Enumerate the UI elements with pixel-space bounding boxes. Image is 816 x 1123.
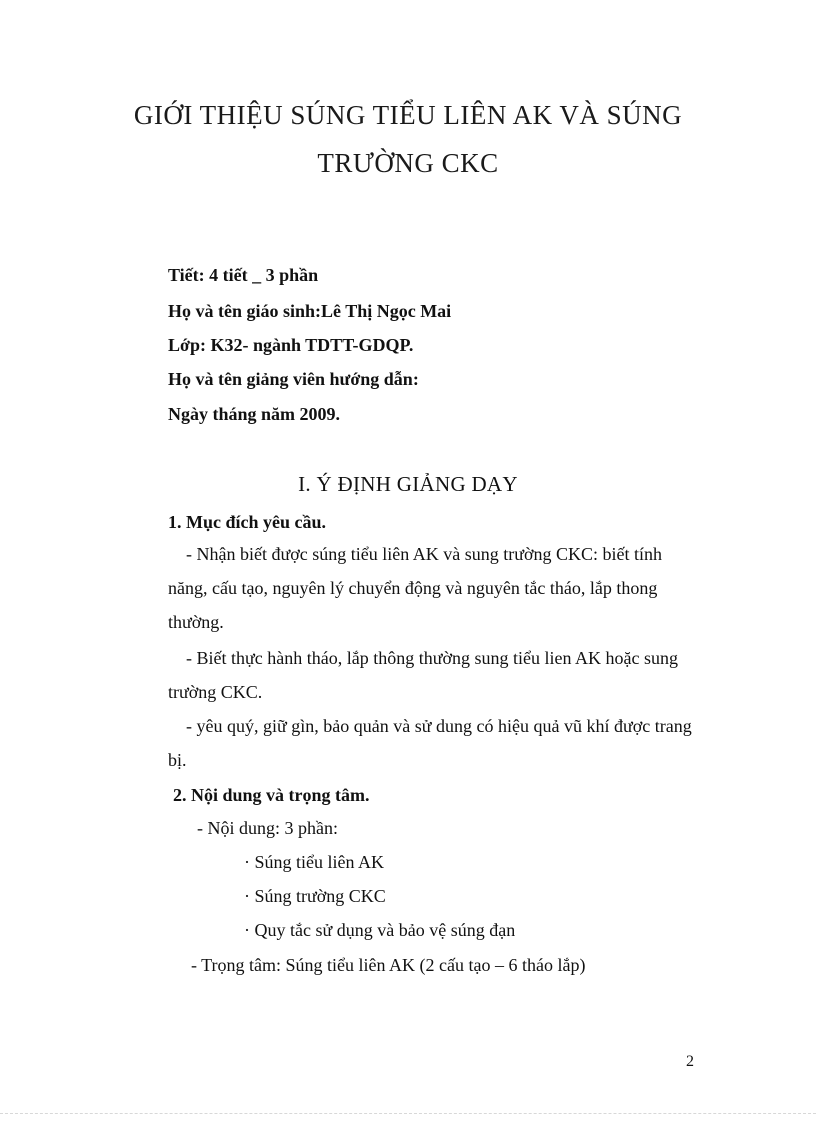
purpose-item-text: - yêu quý, giữ gìn, bảo quản và sử dung có hiệu quả vũ khí được trang bị. bbox=[168, 716, 692, 770]
section-title: I. Ý ĐỊNH GIẢNG DẠY bbox=[298, 472, 518, 496]
page-bottom-divider bbox=[0, 1113, 816, 1114]
purpose-item-text: - Nhận biết được súng tiểu liên AK và sung trường CKC: biết tính năng, cấu tạo, nguyên lý chuyển động và nguyên tắc tháo, lắp thong thường. bbox=[168, 544, 662, 632]
content-part: · Súng trường CKC bbox=[244, 886, 386, 906]
content-heading: 2. Nội dung và trọng tâm. bbox=[173, 785, 370, 805]
student-teacher-info: Họ và tên giáo sinh:Lê Thị Ngọc Mai bbox=[168, 301, 452, 321]
document-title-line-2: TRƯỜNG CKC bbox=[317, 148, 499, 178]
supervisor-info: Họ và tên giảng viên hướng dẫn: bbox=[168, 369, 419, 389]
focus-line: - Trọng tâm: Súng tiểu liên AK (2 cấu tạo – 6 tháo lắp) bbox=[191, 955, 586, 975]
purpose-item bbox=[168, 641, 698, 709]
date-info: Ngày tháng năm 2009. bbox=[168, 404, 341, 424]
content-part: · Quy tắc sử dụng và bảo vệ súng đạn bbox=[244, 920, 516, 940]
content-label: - Nội dung: 3 phần: bbox=[197, 818, 338, 838]
purpose-item bbox=[168, 537, 698, 639]
page-number: 2 bbox=[686, 1053, 694, 1070]
purpose-item bbox=[168, 709, 698, 777]
purpose-heading: 1. Mục đích yêu cầu. bbox=[168, 512, 327, 532]
purpose-item-text: - Biết thực hành tháo, lắp thông thường sung tiểu lien AK hoặc sung trường CKC. bbox=[168, 648, 678, 702]
content-part: · Súng tiểu liên AK bbox=[244, 852, 384, 872]
document-title-line-1: GIỚI THIỆU SÚNG TIỂU LIÊN AK VÀ SÚNG bbox=[133, 100, 683, 130]
class-info: Lớp: K32- ngành TDTT-GDQP. bbox=[168, 335, 414, 355]
lesson-info: Tiết: 4 tiết _ 3 phần bbox=[168, 265, 319, 285]
